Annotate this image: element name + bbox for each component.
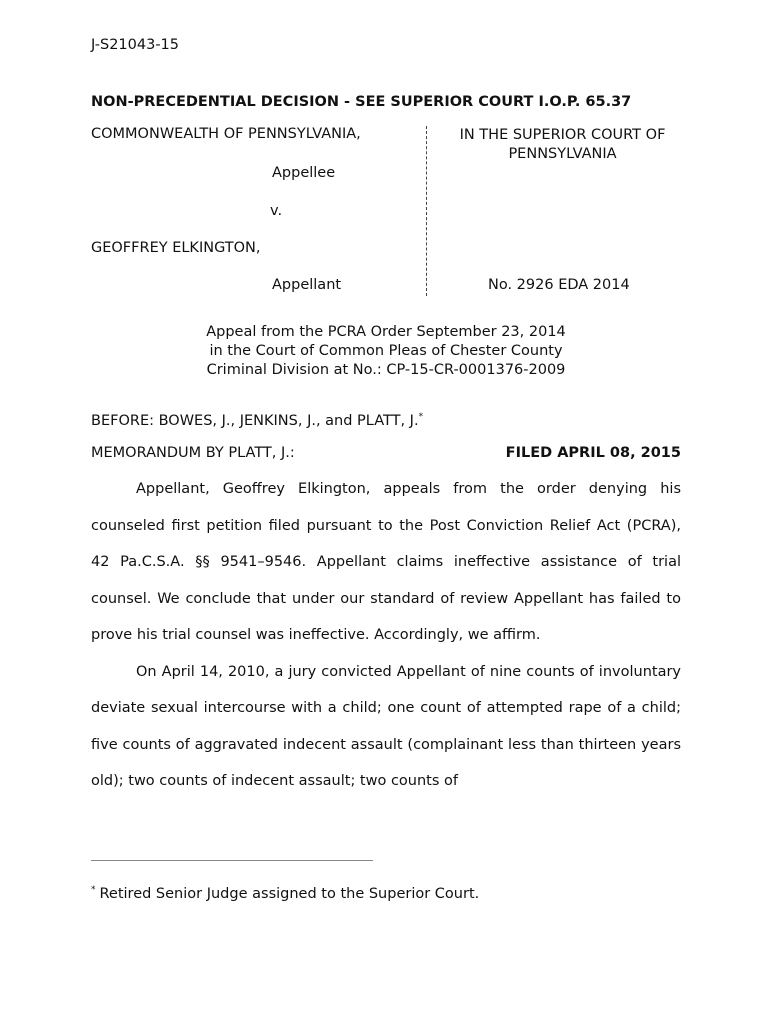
footnote-separator: [91, 860, 373, 861]
defendant-name: GEOFFREY ELKINGTON,: [91, 240, 261, 256]
versus: v.: [270, 203, 283, 219]
footnote-text: Retired Senior Judge assigned to the Superior Court.: [99, 886, 480, 902]
memorandum-author: MEMORANDUM BY PLATT, J.:: [91, 445, 295, 461]
appeal-line-1: Appeal from the PCRA Order September 23, 2014: [206, 324, 566, 340]
panel-judges: BEFORE: BOWES, J., JENKINS, J., and PLATT, J.: [91, 413, 419, 429]
appeal-line-3: Criminal Division at No.: CP-15-CR-0001376-2009: [206, 362, 566, 378]
non-precedential-banner: NON-PRECEDENTIAL DECISION - SEE SUPERIOR COURT I.O.P. 65.37: [91, 94, 632, 110]
panel-footnote-mark: *: [418, 412, 424, 422]
paragraph-2: On April 14, 2010, a jury convicted Appellant of nine counts of involuntary deviate sexual intercourse with a child; one count of attempted rape of a child; five counts of aggravated indecent assault (complainant less than thirteen years old); two counts of indecent assault; two counts of: [91, 663, 681, 789]
plaintiff-name: COMMONWEALTH OF PENNSYLVANIA,: [91, 126, 361, 142]
appeal-line-2: in the Court of Common Pleas of Chester County: [209, 343, 563, 359]
footnote-mark: *: [91, 885, 96, 895]
paragraph-1: Appellant, Geoffrey Elkington, appeals from the order denying his counseled first petition filed pursuant to the Post Conviction Relief Act (PCRA), 42 Pa.C.S.A. §§ 9541–9546. Appellant claims ineffective assistance of trial counsel. We conclude that under our standard of review Appellant has failed to prove his trial counsel was ineffective. Accordingly, we affirm.: [91, 481, 681, 643]
document-id: J-S21043-15: [91, 37, 180, 53]
defendant-role: Appellant: [272, 277, 342, 293]
panel-before-line: [91, 412, 423, 429]
footnote: [91, 885, 479, 902]
filed-date: FILED APRIL 08, 2015: [505, 445, 681, 461]
caption-divider: [426, 126, 427, 296]
plaintiff-role: Appellee: [272, 165, 336, 181]
opinion-body: [91, 471, 681, 800]
appeal-information: [91, 323, 681, 380]
court-name: IN THE SUPERIOR COURT OF PENNSYLVANIA: [459, 127, 666, 162]
docket-number: No. 2926 EDA 2014: [488, 277, 630, 293]
